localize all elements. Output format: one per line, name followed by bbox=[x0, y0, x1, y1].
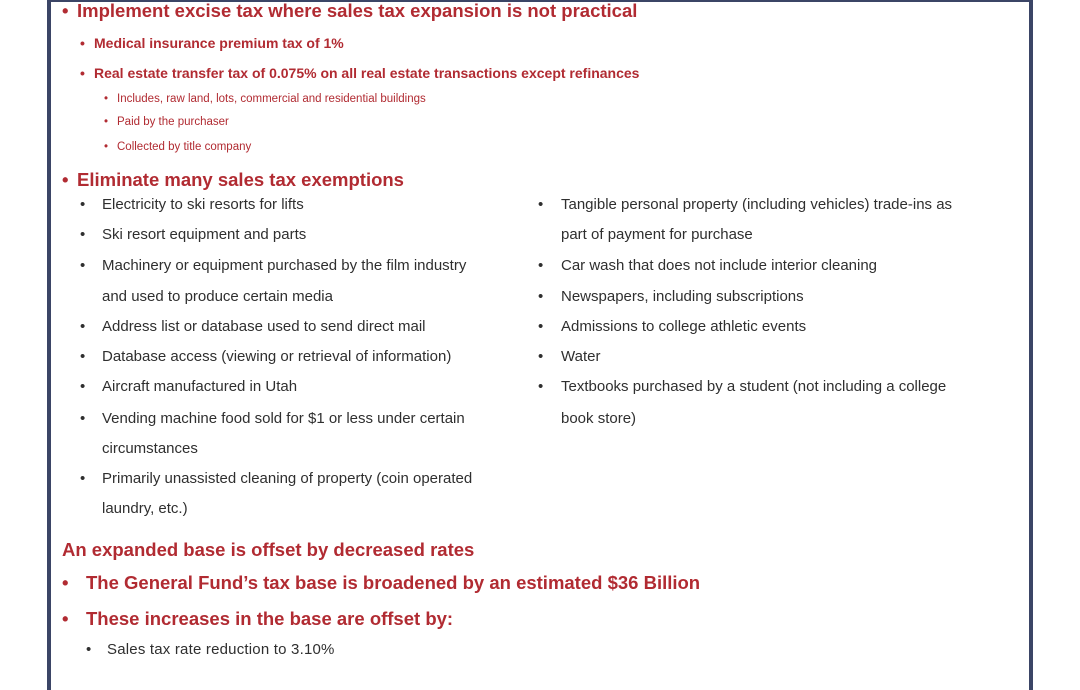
bullet: • bbox=[86, 641, 92, 658]
excise-item: Medical insurance premium tax of 1% bbox=[94, 35, 344, 51]
exemption-item: Car wash that does not include interior cleaning bbox=[561, 257, 878, 274]
exemption-item: Admissions to college athletic events bbox=[561, 318, 807, 335]
bullet: • bbox=[538, 257, 544, 274]
exemption-item: Tangible personal property (including vehicles) trade-ins as bbox=[561, 196, 953, 213]
excise-heading: Implement excise tax where sales tax expansion is not practical bbox=[77, 0, 638, 21]
exemption-item: Machinery or equipment purchased by the film industry bbox=[102, 257, 467, 274]
exemption-item-cont: laundry, etc.) bbox=[102, 500, 188, 517]
exemption-item-cont: circumstances bbox=[102, 440, 198, 457]
bullet: • bbox=[80, 318, 86, 335]
bullet: • bbox=[538, 288, 544, 305]
bullet: • bbox=[538, 318, 544, 335]
exemption-item: Database access (viewing or retrieval of information) bbox=[102, 348, 452, 365]
excise-subitem: Includes, raw land, lots, commercial and residential buildings bbox=[117, 93, 426, 105]
bullet: • bbox=[104, 141, 109, 153]
bullet: • bbox=[62, 169, 69, 190]
exemption-item-cont: and used to produce certain media bbox=[102, 288, 333, 305]
exemption-item: Water bbox=[561, 348, 601, 365]
exemptions-heading: Eliminate many sales tax exemptions bbox=[77, 169, 404, 190]
exemption-item: Primarily unassisted cleaning of property (coin operated bbox=[102, 470, 473, 487]
bullet: • bbox=[80, 65, 85, 81]
bullet: • bbox=[104, 93, 109, 105]
bullet: • bbox=[62, 0, 69, 21]
exemption-item-cont: part of payment for purchase bbox=[561, 226, 753, 243]
bullet: • bbox=[62, 608, 69, 629]
bullet: • bbox=[104, 116, 109, 128]
bullet: • bbox=[80, 257, 86, 274]
bullet: • bbox=[80, 410, 86, 427]
exemption-item: Newspapers, including subscriptions bbox=[561, 288, 804, 305]
exemption-item: Address list or database used to send direct mail bbox=[102, 318, 426, 335]
excise-item: Real estate transfer tax of 0.075% on all real estate transactions except refinances bbox=[94, 65, 640, 81]
exemption-item: Ski resort equipment and parts bbox=[102, 226, 307, 243]
offset-heading: An expanded base is offset by decreased rates bbox=[62, 539, 475, 560]
bullet: • bbox=[80, 470, 86, 487]
exemption-item: Electricity to ski resorts for lifts bbox=[102, 196, 304, 213]
offset-subitem: Sales tax rate reduction to 3.10% bbox=[107, 641, 335, 658]
excise-subitem: Collected by title company bbox=[117, 141, 252, 153]
bullet: • bbox=[62, 572, 69, 593]
exemption-item: Textbooks purchased by a student (not including a college bbox=[561, 378, 947, 395]
bullet: • bbox=[80, 35, 85, 51]
offset-item: These increases in the base are offset by: bbox=[86, 608, 454, 629]
offset-item: The General Fund’s tax base is broadened by an estimated $36 Billion bbox=[86, 572, 701, 593]
bullet: • bbox=[80, 348, 86, 365]
bullet: • bbox=[538, 378, 544, 395]
exemption-item-cont: book store) bbox=[561, 410, 637, 427]
bullet: • bbox=[80, 196, 86, 213]
excise-subitem: Paid by the purchaser bbox=[117, 116, 229, 128]
bullet: • bbox=[80, 226, 86, 243]
exemption-item: Vending machine food sold for $1 or less under certain bbox=[102, 410, 465, 427]
bullet: • bbox=[80, 378, 86, 395]
bullet: • bbox=[538, 196, 544, 213]
exemption-item: Aircraft manufactured in Utah bbox=[102, 378, 298, 395]
bullet: • bbox=[538, 348, 544, 365]
